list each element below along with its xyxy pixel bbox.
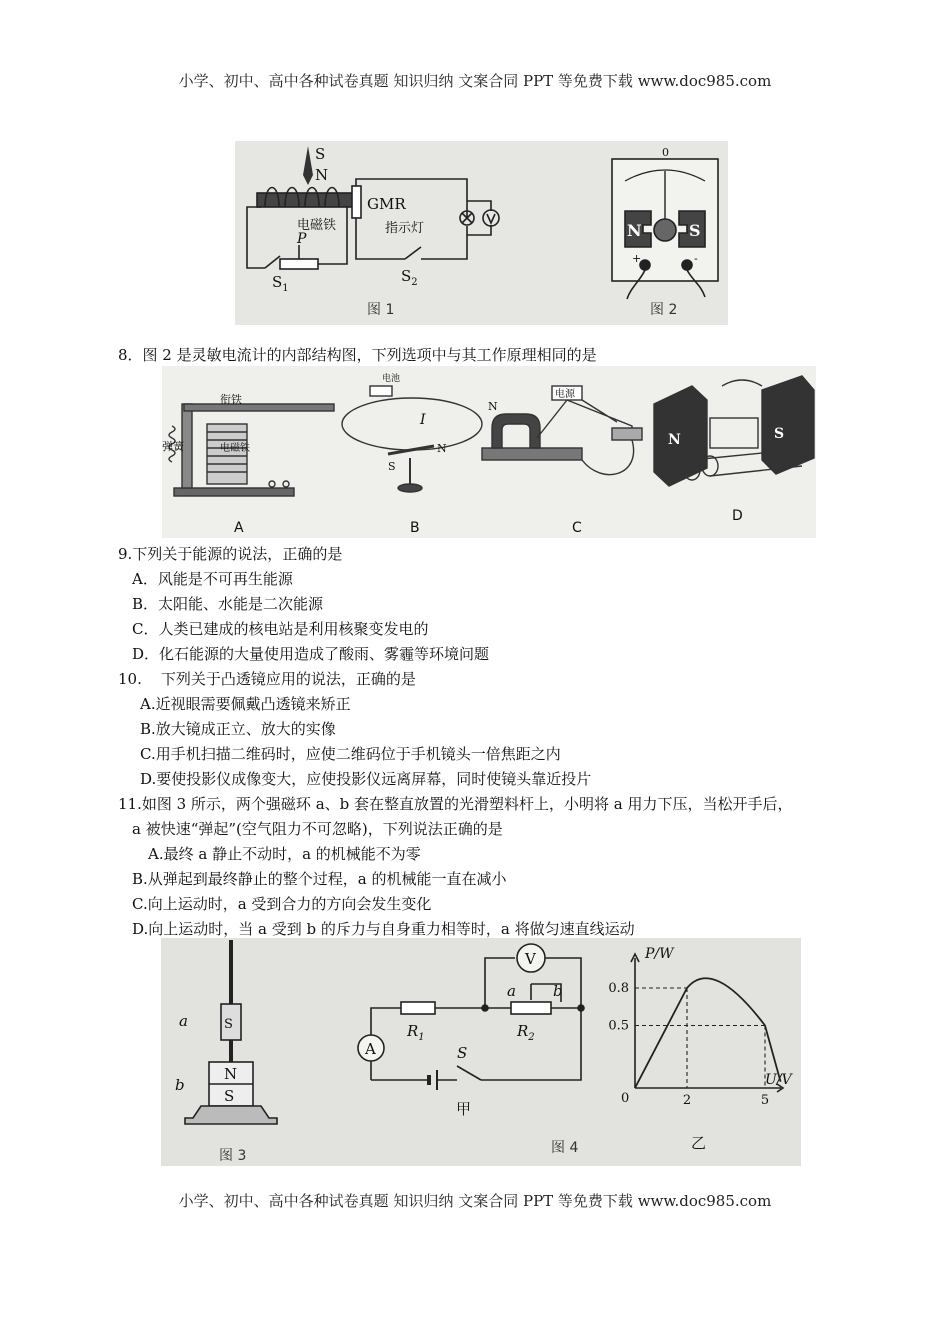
electromagnet-label: 电磁铁 — [297, 218, 337, 233]
question-11-stem-line1: 11.如图 3 所示，两个强磁环 a、b 套在整直放置的光滑塑料杆上，小明将 a 用力下压，当松开手后， — [118, 795, 793, 813]
question-9-option-b: B．太阳能、水能是二次能源 — [132, 595, 324, 613]
voltmeter-label: V — [525, 950, 536, 968]
figure-q8-options — [162, 366, 816, 538]
c-power-label: 电源 — [555, 389, 575, 400]
question-9-option-d: D．化石能源的大量使用造成了酸雨、雾霾等环境问题 — [132, 645, 490, 663]
switch-s1-icon — [265, 256, 280, 268]
d-n-label: N — [668, 432, 681, 448]
s1-label: $S_1$ — [272, 273, 289, 294]
tick-label-5: 5 — [760, 1093, 770, 1108]
figure-1-circuit — [247, 145, 499, 318]
tick-label-0-8: 0.8 — [608, 981, 629, 996]
b-s-label: S — [388, 460, 396, 473]
slider-p-label: P — [297, 231, 307, 247]
question-8-stem: 8．图 2 是灵敏电流计的内部结构图，下列选项中与其工作原理相同的是 — [118, 346, 597, 364]
magnet-s-block — [762, 376, 814, 474]
question-9-stem: 9.下列关于能源的说法，正确的是 — [118, 545, 343, 563]
battery-icon — [370, 386, 392, 396]
figure-1-2 — [235, 141, 728, 325]
switch-s2-icon — [405, 247, 421, 259]
question-10-option-b: B.放大镜成正立、放大的实像 — [140, 720, 336, 738]
rheostat-icon — [280, 259, 318, 269]
figure-3-caption: 图 3 — [219, 1148, 247, 1164]
option-a-label: A — [234, 520, 244, 536]
option-c-motor — [482, 386, 642, 536]
a-spring-label: 弹簧 — [162, 440, 184, 453]
armature — [184, 404, 334, 411]
power-curve-series — [635, 978, 781, 1088]
switch-s-icon — [457, 1066, 481, 1080]
c-n-label: N — [488, 400, 498, 413]
option-b-label: B — [410, 520, 420, 536]
option-d-generator — [654, 376, 814, 524]
y-axis-label: P/W — [645, 946, 674, 962]
switch-icon — [612, 428, 642, 440]
tick-label-0-5: 0.5 — [608, 1018, 629, 1034]
b-label: b — [175, 1076, 185, 1094]
origin-label: 0 — [621, 1091, 630, 1106]
figure-4-circuit — [358, 944, 584, 1156]
ring-a-s-label: S — [224, 1017, 233, 1032]
jia-label: 甲 — [456, 1100, 472, 1118]
meter-s-label: S — [689, 221, 701, 240]
question-10-option-a: A.近视眼需要佩戴凸透镜来矫正 — [140, 695, 351, 713]
coil-loop-icon — [710, 418, 758, 448]
option-d-label: D — [732, 508, 743, 524]
tick-label-2: 2 — [682, 1093, 692, 1108]
yi-label: 乙 — [691, 1134, 707, 1152]
stand-base — [185, 1106, 277, 1124]
gmr-resistor-icon — [352, 186, 361, 218]
a-coil-label: 电磁铁 — [220, 443, 250, 454]
relay-coil-icon — [207, 424, 247, 484]
question-10-stem: 10. 下列关于凸透镜应用的说法，正确的是 — [118, 670, 416, 688]
question-11-option-d: D.向上运动时，当 a 受到 b 的斥力与自身重力相等时，a 将做匀速直线运动 — [132, 920, 635, 938]
a-iron-label: 衔铁 — [220, 393, 242, 406]
b-battery-label: 电池 — [382, 374, 401, 384]
figure-2-caption: 图 2 — [650, 302, 678, 318]
meter-zero-label: 0 — [662, 146, 669, 159]
terminal-a-label: a — [507, 982, 516, 1000]
s2-label: $S_2$ — [401, 267, 418, 288]
needle-s-label: S — [315, 145, 326, 163]
meter-n-label: N — [627, 221, 642, 240]
question-9-option-a: A．风能是不可再生能源 — [132, 570, 293, 588]
power-voltage-chart — [608, 946, 793, 1152]
r1-label: $R_1$ — [407, 1022, 425, 1043]
compass-needle-icon — [303, 146, 313, 185]
meter-minus-label: - — [694, 252, 698, 265]
figure-3-magnets — [175, 940, 277, 1164]
rotation-arrow — [722, 380, 762, 386]
page-footer: 小学、初中、高中各种试卷真题 知识归纳 文案合同 PPT 等免费下载 www.doc985.com — [178, 1192, 772, 1210]
figure-2-galvanometer — [612, 146, 718, 318]
d-s-label: S — [774, 426, 785, 442]
ring-b-n-label: N — [224, 1065, 238, 1083]
figure-4-caption: 图 4 — [551, 1140, 579, 1156]
switch-label: S — [457, 1044, 468, 1062]
r2-label: $R_2$ — [517, 1022, 535, 1043]
question-11-stem-line2: a 被快速“弹起”(空气阻力不可忽略)，下列说法正确的是 — [132, 820, 503, 838]
meter-coil-icon — [654, 219, 676, 241]
x-axis-label: U/V — [765, 1072, 792, 1088]
b-current-label: I — [420, 412, 426, 428]
terminal-b-label: b — [553, 982, 563, 1000]
terminal-minus-icon — [682, 260, 692, 270]
a-label: a — [179, 1012, 188, 1030]
question-11-option-b: B.从弹起到最终静止的整个过程，a 的机械能一直在减小 — [132, 870, 507, 888]
indicator-lamp-label: 指示灯 — [385, 221, 425, 236]
ammeter-label: A — [365, 1040, 376, 1058]
horseshoe-magnet-icon — [492, 414, 540, 448]
page-header: 小学、初中、高中各种试卷真题 知识归纳 文案合同 PPT 等免费下载 www.doc985.com — [178, 72, 772, 90]
option-b-oersted — [342, 372, 482, 536]
r1-resistor-icon — [401, 1002, 435, 1014]
needle-n-label: N — [315, 166, 329, 184]
meter-plus-label: + — [632, 252, 642, 265]
question-11-option-c: C.向上运动时，a 受到合力的方向会发生变化 — [132, 895, 432, 913]
r2-resistor-icon — [511, 1002, 551, 1014]
figure-3-4 — [161, 938, 801, 1166]
gmr-label: GMR — [367, 195, 406, 213]
option-a-relay — [162, 392, 334, 536]
ring-b-s-label: S — [224, 1087, 235, 1105]
figure-1-caption: 图 1 — [367, 302, 395, 318]
question-10-option-c: C.用手机扫描二维码时，应使二维码位于手机镜头一倍焦距之内 — [140, 745, 561, 763]
question-9-option-c: C．人类已建成的核电站是利用核聚变发电的 — [132, 620, 429, 638]
question-11-option-a: A.最终 a 静止不动时，a 的机械能不为零 — [148, 845, 421, 863]
option-c-label: C — [572, 520, 582, 536]
terminal-plus-icon — [640, 260, 650, 270]
b-n-label: N — [437, 442, 447, 455]
question-10-option-d: D.要使投影仪成像变大，应使投影仪远离屏幕，同时使镜头靠近投片 — [140, 770, 592, 788]
